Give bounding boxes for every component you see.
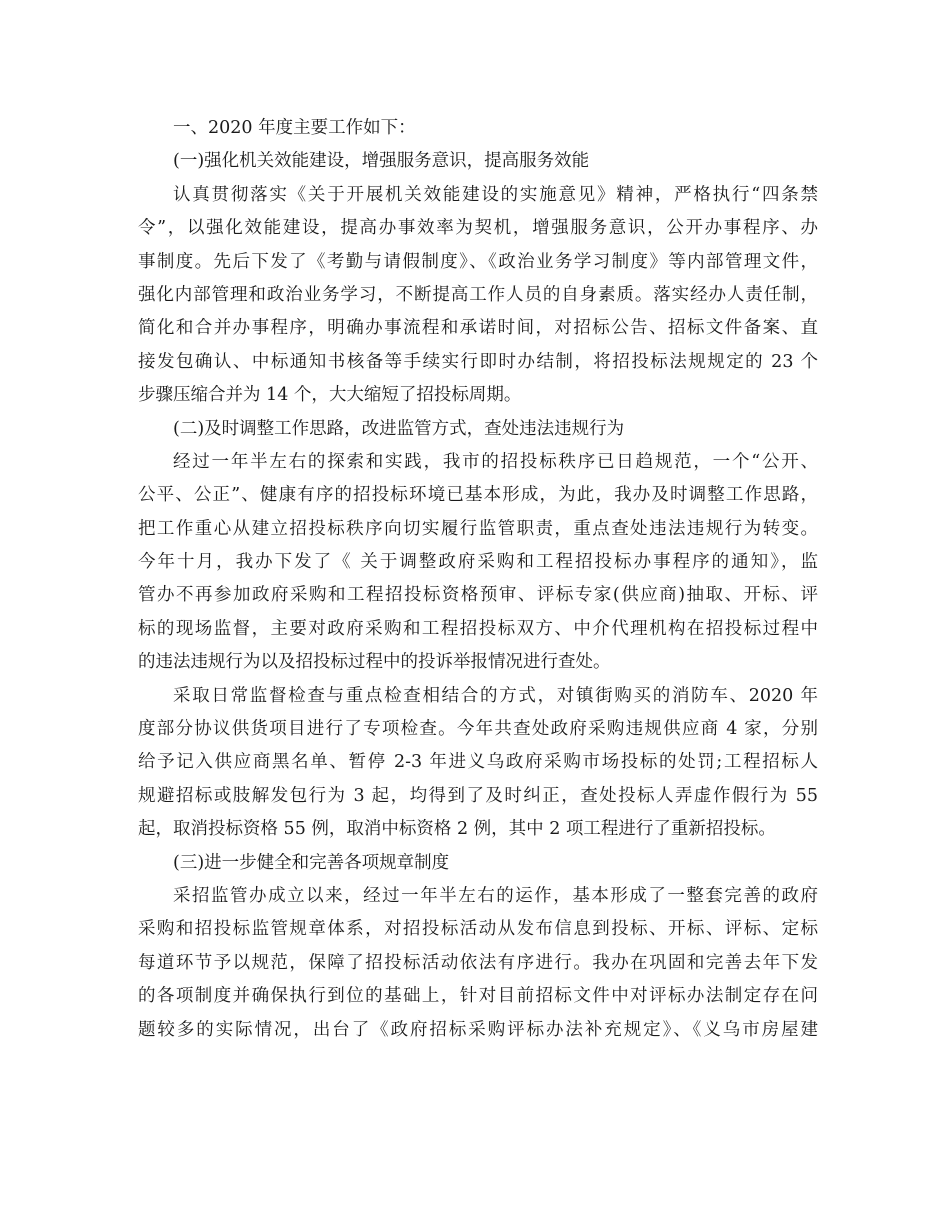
text-line: 管办不再参加政府采购和工程招投标资格预审、评标专家(供应商)抽取、开标、评: [138, 585, 818, 606]
text-line: 标的现场监督，主要对政府采购和工程招投标双方、中介代理机构在招投标过程中: [138, 618, 818, 639]
text-line: 今年十月，我办下发了《 关于调整政府采购和工程招投标办事程序的通知》，监: [138, 552, 818, 573]
text-line: 经过一年半左右的探索和实践，我市的招投标秩序已日趋规范，一个“公开、: [173, 451, 818, 472]
text-line: 每道环节予以规范，保障了招投标活动依法有序进行。我办在巩固和完善去年下发: [138, 952, 818, 973]
text-line: (一)强化机关效能建设，增强服务意识，提高服务效能: [173, 151, 590, 172]
text-line: 把工作重心从建立招投标秩序向切实履行监管职责，重点查处违法违规行为转变。: [138, 518, 818, 539]
text-line: 的违法违规行为以及招投标过程中的投诉举报情况进行查处。: [138, 652, 611, 673]
text-line: 简化和合并办事程序，明确办事流程和承诺时间，对招标公告、招标文件备案、直: [138, 318, 818, 339]
text-line: 采招监管办成立以来，经过一年半左右的运作，基本形成了一整套完善的政府: [173, 885, 818, 906]
text-line: (二)及时调整工作思路，改进监管方式，查处违法违规行为: [173, 418, 625, 439]
text-line: 强化内部管理和政治业务学习，不断提高工作人员的自身素质。落实经办人责任制，: [138, 284, 818, 305]
text-line: 认真贯彻落实《关于开展机关效能建设的实施意见》精神，严格执行“四条禁: [173, 184, 818, 205]
text-line: 令”，以强化效能建设，提高办事效率为契机，增强服务意识，公开办事程序、办: [138, 218, 818, 239]
text-line: (三)进一步健全和完善各项规章制度: [173, 852, 450, 873]
document-body: [138, 112, 818, 1047]
text-line: 一、2020 年度主要工作如下：: [173, 118, 416, 138]
text-line: 采购和招投标监管规章体系，对招投标活动从发布信息到投标、开标、评标、定标: [138, 919, 818, 940]
text-line: 事制度。先后下发了《考勤与请假制度》、《政治业务学习制度》等内部管理文件，: [138, 251, 818, 272]
text-line: 起，取消投标资格 55 例，取消中标资格 2 例，其中 2 项工程进行了重新招投标。: [138, 819, 776, 840]
text-line: 步骤压缩合并为 14 个，大大缩短了招投标周期。: [138, 385, 522, 406]
text-line: 接发包确认、中标通知书核备等手续实行即时办结制，将招投标法规规定的 23 个: [138, 351, 818, 372]
text-line: 规避招标或肢解发包行为 3 起，均得到了及时纠正，查处投标人弄虚作假行为 55: [138, 785, 818, 806]
text-line: 的各项制度并确保执行到位的基础上，针对目前招标文件中对评标办法制定存在问: [138, 986, 818, 1007]
text-line: 采取日常监督检查与重点检查相结合的方式，对镇街购买的消防车、2020 年: [173, 685, 818, 706]
text-line: 公平、公正”、健康有序的招投标环境已基本形成，为此，我办及时调整工作思路，: [138, 485, 818, 506]
text-line: 题较多的实际情况，出台了《政府招标采购评标办法补充规定》、《义乌市房屋建: [138, 1019, 818, 1040]
text-line: 给予记入供应商黑名单、暂停 2-3 年进义乌政府采购市场投标的处罚;工程招标人: [138, 752, 818, 773]
text-line: 度部分协议供货项目进行了专项检查。今年共查处政府采购违规供应商 4 家，分别: [138, 719, 818, 740]
